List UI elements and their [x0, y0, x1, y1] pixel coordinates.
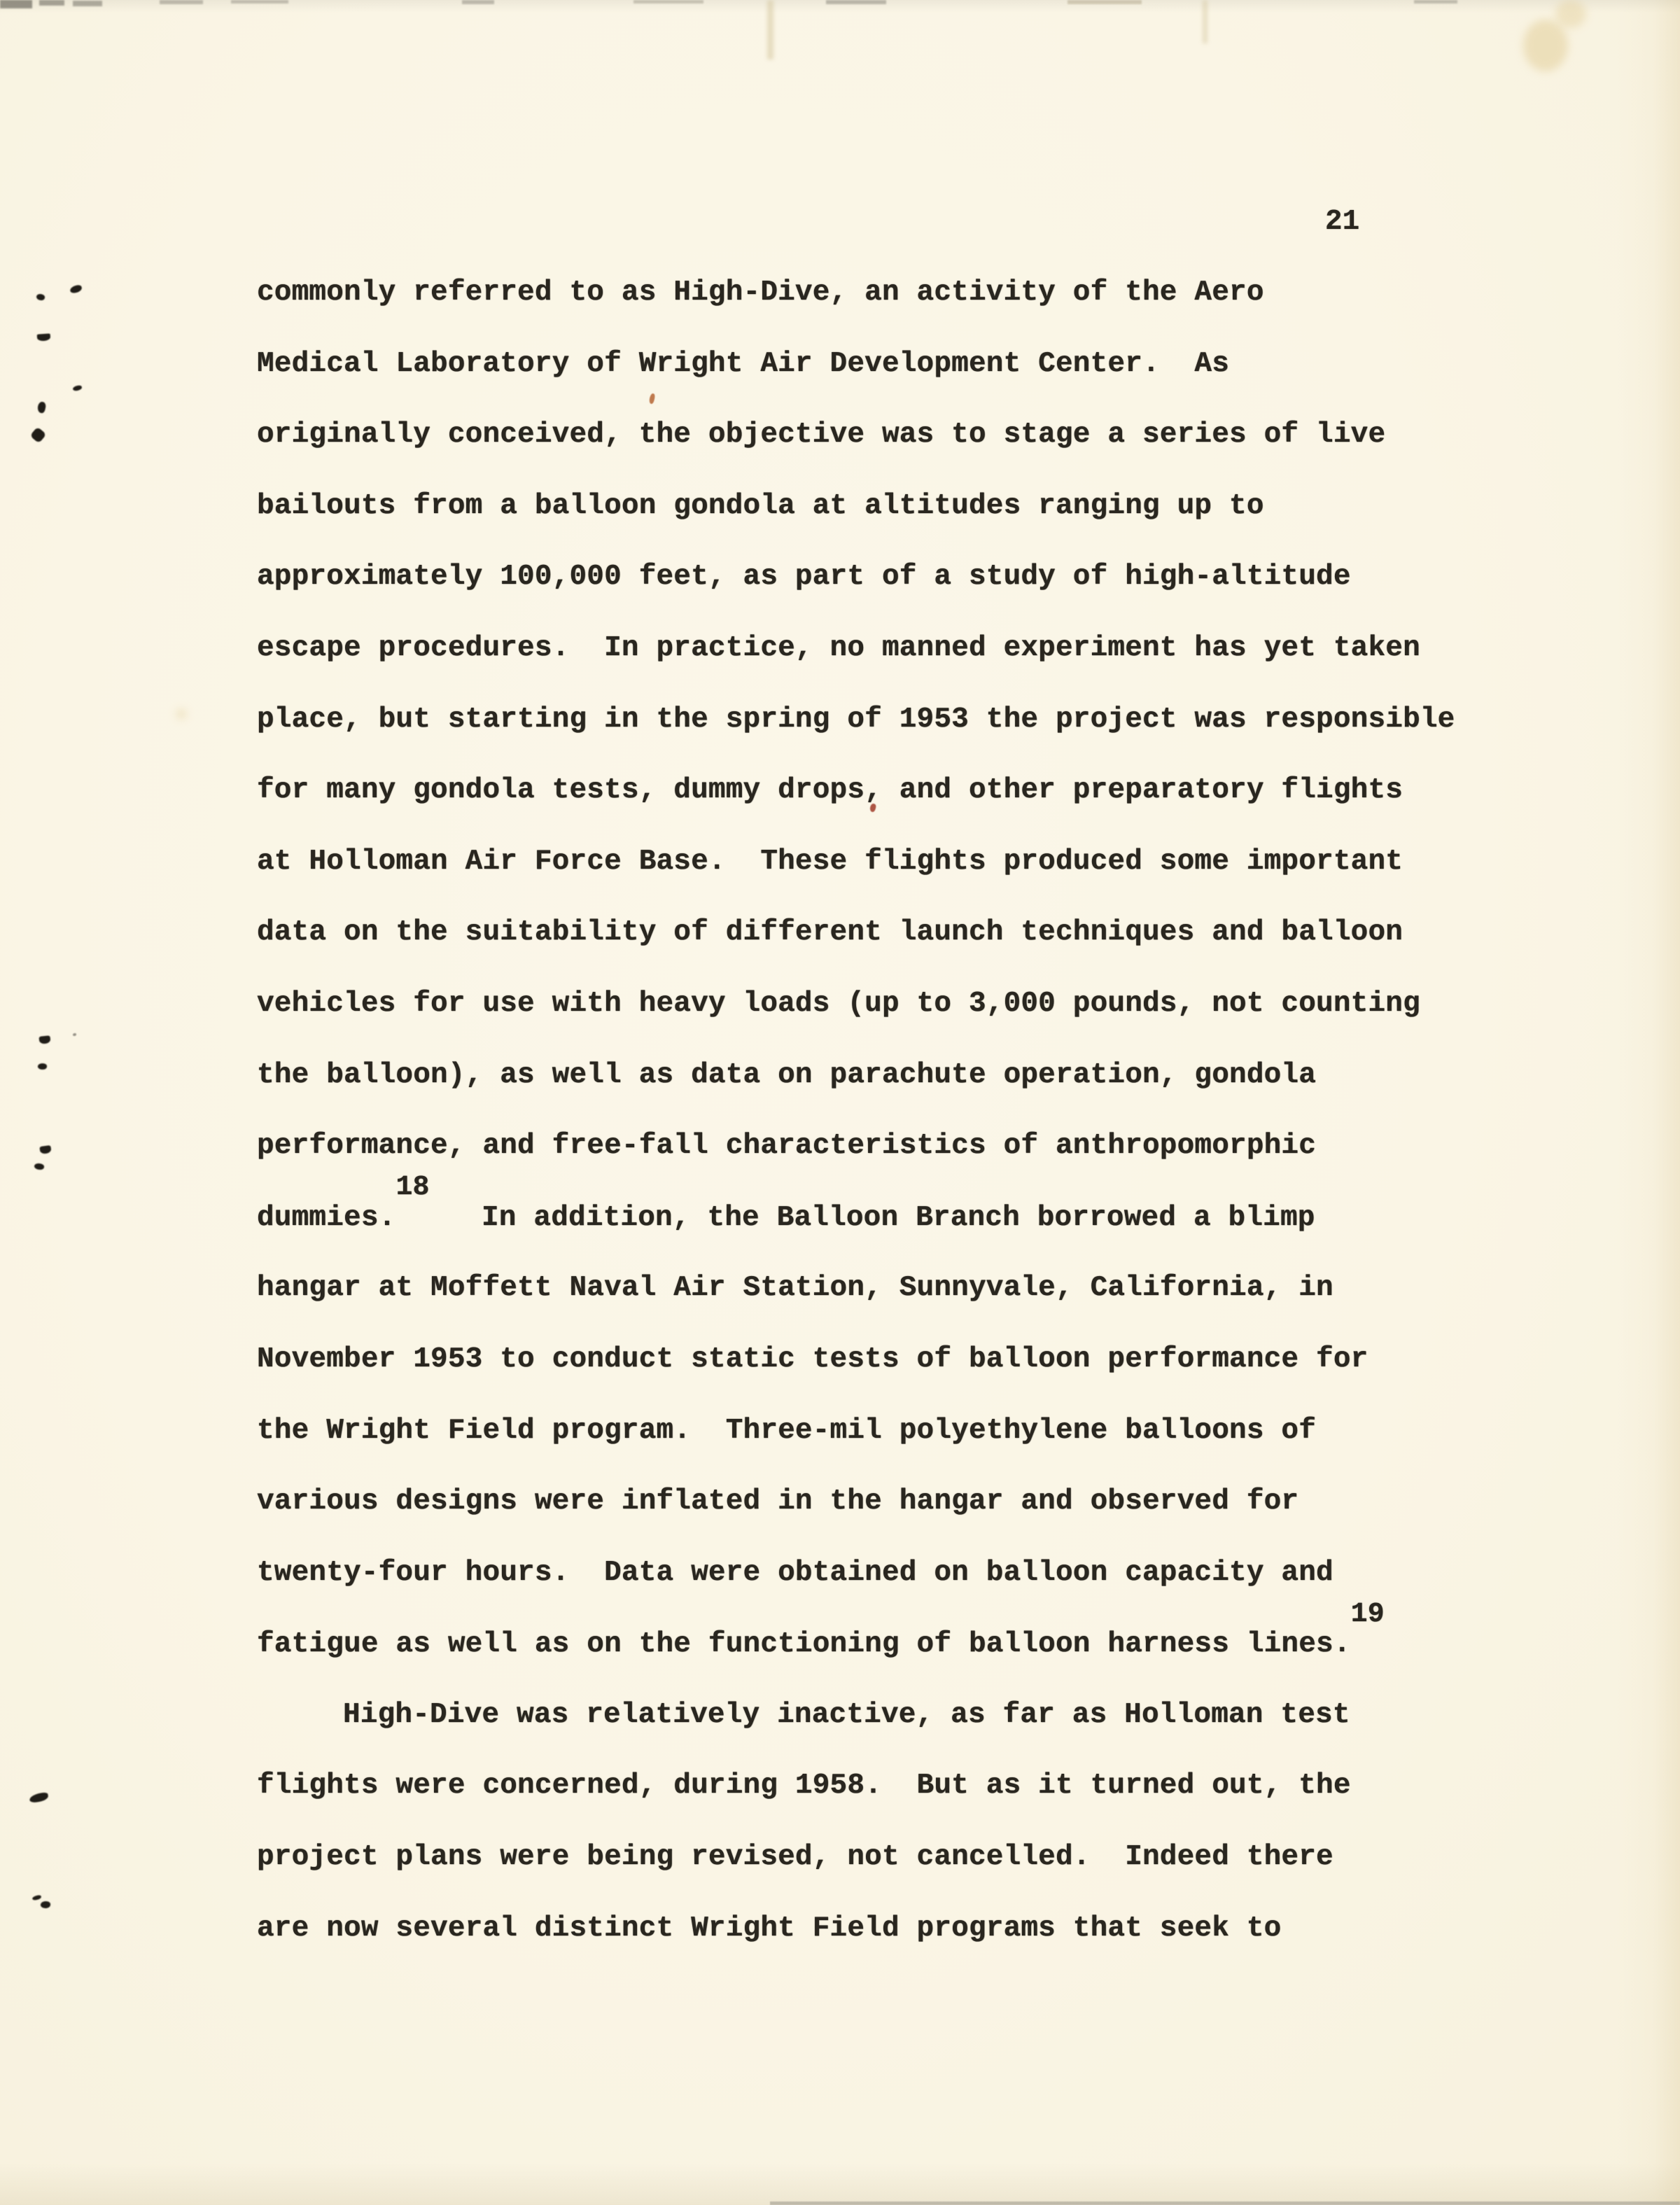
text-line	[257, 827, 1489, 898]
text-line	[257, 1111, 1489, 1182]
text-line	[257, 1597, 1489, 1680]
text-segment: vehicles for use with heavy loads (up to 3,000 pounds, not counting	[257, 987, 1420, 1020]
text-line	[257, 542, 1489, 613]
text-line	[257, 685, 1489, 756]
scan-edge-line	[770, 2202, 1680, 2205]
footnote-marker: 19	[1350, 1597, 1385, 1630]
text-segment: various designs were inflated in the hangar and observed for	[257, 1485, 1299, 1518]
text-line	[257, 755, 1489, 827]
scan-artifact	[462, 0, 494, 4]
text-segment: November 1953 to conduct static tests of balloon performance for	[257, 1343, 1368, 1376]
paper-stain	[1523, 20, 1568, 71]
ink-speck	[72, 385, 82, 391]
scan-artifact	[1414, 0, 1457, 4]
paper-stain	[1555, 0, 1586, 28]
text-segment: hangar at Moffett Naval Air Station, Sunnyvale, California, in	[257, 1272, 1334, 1305]
text-segment: originally conceived, the objective was to stage a series of live	[257, 419, 1386, 451]
text-line	[257, 1893, 1489, 1965]
text-line	[257, 897, 1489, 969]
text-line	[257, 1170, 1489, 1254]
text-line	[257, 1822, 1489, 1893]
ink-speck	[32, 1895, 42, 1901]
text-segment: performance, and free-fall characteristics of anthropomorphic	[257, 1130, 1317, 1163]
text-segment: fatigue as well as on the functioning of balloon harness lines.	[257, 1628, 1351, 1661]
text-segment: bailouts from a balloon gondola at altitudes ranging up to	[257, 489, 1264, 522]
text-line	[257, 400, 1489, 471]
text-segment: the balloon), as well as data on parachute operation, gondola	[257, 1058, 1317, 1091]
text-segment: Medical Laboratory of Wright Air Development Center. As	[257, 347, 1230, 380]
scan-artifact	[1068, 0, 1142, 4]
scan-artifact	[160, 0, 203, 4]
text-line	[257, 1751, 1489, 1822]
text-segment: commonly referred to as High-Dive, an activity of the Aero	[257, 276, 1264, 309]
text-line	[257, 1680, 1489, 1751]
text-segment: at Holloman Air Force Base. These flights produced some important	[257, 845, 1404, 878]
ink-speck	[73, 1033, 76, 1036]
text-segment: High-Dive was relatively inactive, as far as Holloman test	[343, 1698, 1350, 1731]
text-segment: are now several distinct Wright Field programs that seek to	[257, 1912, 1282, 1945]
text-line	[257, 1324, 1489, 1396]
scan-streak	[1203, 0, 1208, 43]
text-segment: twenty-four hours. Data were obtained on balloon capacity and	[257, 1556, 1334, 1589]
text-line	[257, 1538, 1489, 1609]
scan-streak	[767, 0, 774, 59]
scan-artifact	[0, 0, 32, 8]
footnote-marker: 18	[396, 1170, 430, 1203]
ink-speck	[41, 1900, 51, 1908]
ink-speck	[69, 284, 83, 294]
ink-speck	[34, 1162, 45, 1170]
ink-speck	[36, 401, 46, 414]
text-line	[257, 969, 1489, 1040]
text-segment: data on the suitability of different launch techniques and balloon	[257, 916, 1404, 949]
text-segment: flights were concerned, during 1958. But as it turned out, the	[257, 1770, 1351, 1802]
text-segment: escape procedures. In practice, no manned experiment has yet taken	[257, 631, 1420, 664]
typed-text	[257, 258, 1489, 1964]
text-segment: dummies.	[257, 1201, 396, 1234]
paper-stain	[176, 709, 186, 719]
text-segment: project plans were being revised, not cancelled. Indeed there	[257, 1841, 1334, 1874]
ink-speck	[37, 1063, 47, 1070]
text-line	[257, 471, 1489, 542]
ink-speck	[39, 1145, 51, 1154]
scan-artifact	[73, 1, 102, 6]
scan-artifact	[826, 0, 886, 4]
text-segment: approximately 100,000 feet, as part of a study of high-altitude	[257, 561, 1351, 594]
scan-artifact	[39, 0, 64, 6]
ink-speck	[29, 1792, 49, 1803]
text-line	[257, 613, 1489, 685]
page-number: 21	[1325, 206, 1360, 238]
text-line	[257, 258, 1489, 329]
ink-speck	[36, 293, 46, 302]
text-line	[257, 1396, 1489, 1467]
text-line	[257, 329, 1489, 400]
ink-speck	[37, 333, 51, 341]
ink-speck	[30, 427, 47, 444]
scan-artifact	[634, 0, 704, 4]
text-segment: for many gondola tests, dummy drops, and other preparatory flights	[257, 774, 1404, 807]
ink-speck	[38, 1035, 50, 1044]
text-segment: place, but starting in the spring of 1953 the project was responsible	[257, 703, 1455, 736]
text-line	[257, 1040, 1489, 1112]
text-segment: In addition, the Balloon Branch borrowed a blimp	[429, 1201, 1315, 1234]
scan-artifact	[231, 0, 288, 4]
text-segment: the Wright Field program. Three-mil polyethylene balloons of	[257, 1414, 1317, 1447]
text-line	[257, 1253, 1489, 1324]
text-line	[257, 1466, 1489, 1538]
